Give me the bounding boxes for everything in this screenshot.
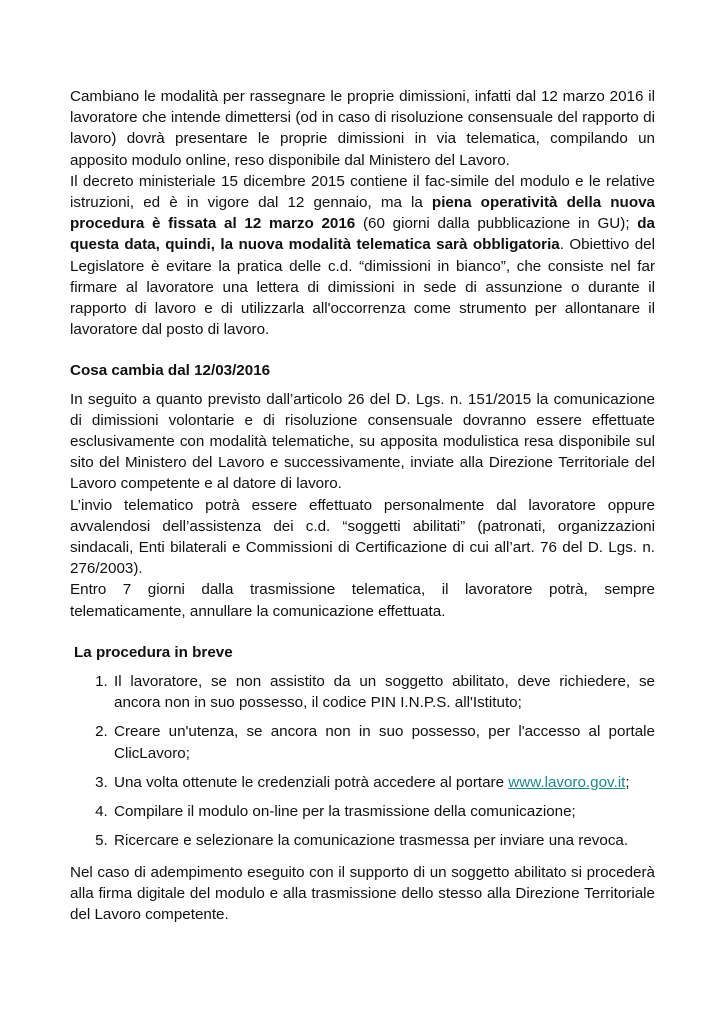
closing-paragraph: Nel caso di adempimento eseguito con il supporto di un soggetto abilitato si procederà alla firma digitale del modulo e alla trasmissione dello stesso alla Direzione Territoriale del Lavoro competente.: [70, 863, 655, 923]
section-heading-cosa-cambia: Cosa cambia dal 12/03/2016: [70, 362, 271, 380]
procedure-step-4: 4. Compilare il modulo on-line per la trasmissione della comunicazione;: [112, 801, 655, 822]
procedure-step-3: [112, 772, 655, 793]
procedure-steps-list: [70, 671, 655, 851]
intro-paragraph-1: Cambiano le modalità per rassegnare le proprie dimissioni, infatti dal 12 marzo 2016 il lavoratore che intende dimettersi (od in caso di risoluzione consensuale del rapporto di lavoro) dovrà presentare le proprie dimissioni in via telematica, compilando un apposito modulo online, reso disponibile dal Ministero del Lavoro.: [70, 88, 655, 169]
procedure-step-2: 2. Creare un'utenza, se ancora non in suo possesso, per l'accesso al portale ClicLavoro;: [112, 721, 655, 763]
section-heading-procedura: La procedura in breve: [74, 643, 233, 661]
intro-p2-text-e: . Obiettivo del Legislatore è evitare la pratica delle c.d. “dimissioni in bianco”, che consiste nel far firmare al lavoratore una lettera di dimissioni in sede di assunzione o durante il rapporto di lavoro e di utilizzarla all'occorrenza come strumento per allontanare il lavoratore dal posto di lavoro.: [70, 236, 655, 339]
section1-paragraph-3: Entro 7 giorni dalla trasmissione telematica, il lavoratore potrà, sempre telematicamente, annullare la comunicazione effettuata.: [70, 581, 655, 620]
intro-p2-bold-b: da questa data, quindi, la nuova modalità telematica sarà obbligatoria: [70, 215, 656, 254]
procedure-step-3-text: Una volta ottenute le credenziali potrà accedere al portare: [114, 773, 509, 791]
intro-p2-text-a: Il decreto ministeriale 15 dicembre 2015 contiene il fac-simile del modulo e le relative istruzioni, ed è in vigore dal 12 gennaio, ma la: [70, 172, 655, 212]
section1-paragraph-2: L’invio telematico potrà essere effettuato personalmente dal lavoratore oppure avvalendosi dell’assistenza dei c.d. “soggetti abilitati” (patronati, organizzazioni sindacali, Enti bilaterali e Commissioni di Certificazione di cui all’art. 76 del D. Lgs. n. 276/2003).: [70, 496, 655, 578]
intro-p2-bold-a: piena operatività della nuova procedura è fissata al 12 marzo 2016: [70, 194, 655, 233]
intro-p2-text-c: (60 giorni dalla pubblicazione in GU);: [355, 215, 638, 233]
procedure-step-5: 5. Ricercare e selezionare la comunicazione trasmessa per inviare una revoca.: [112, 830, 655, 851]
procedure-step-3-suffix: ;: [625, 773, 630, 791]
section1-paragraph-1: In seguito a quanto previsto dall’articolo 26 del D. Lgs. n. 151/2015 la comunicazione di dimissioni volontarie e di risoluzione consensuale dovranno essere effettuate esclusivamente con modalità telematiche, su apposita modulistica resa disponibile sul sito del Ministero del Lavoro e successivamente, inviate alla Direzione Territoriale del Lavoro competente e al datore di lavoro.: [70, 390, 655, 493]
lavoro-gov-link[interactable]: www.lavoro.gov.it: [508, 773, 626, 791]
procedure-step-1: 1. Il lavoratore, se non assistito da un soggetto abilitato, deve richiedere, se ancora non in suo possesso, il codice PIN I.N.P.S. all'Istituto;: [112, 671, 655, 713]
intro-paragraph-2: [70, 171, 655, 341]
